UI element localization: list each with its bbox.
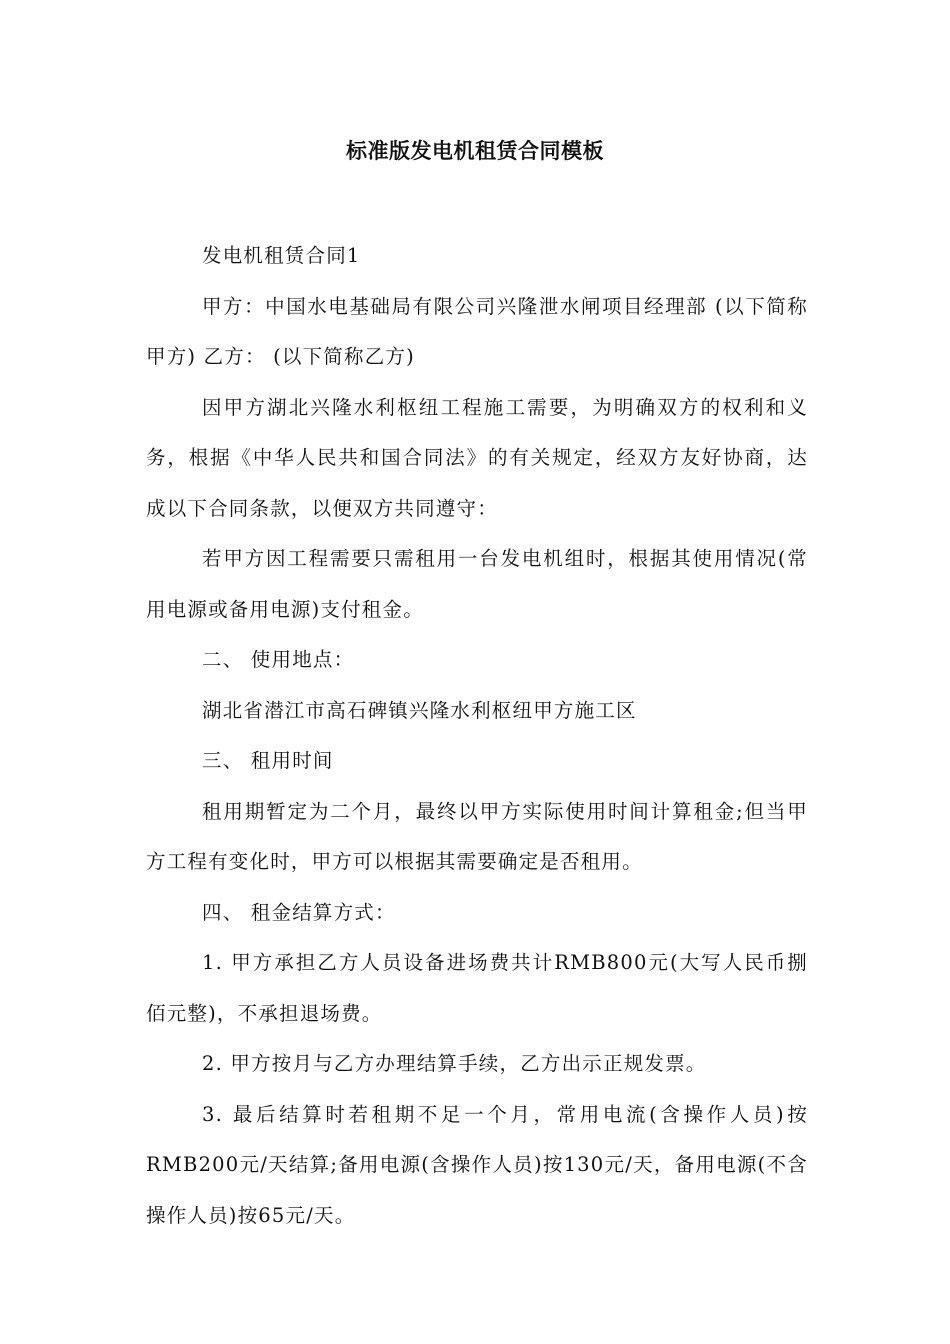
- rental-condition-paragraph: 若甲方因工程需要只需租用一台发电机组时，根据其使用情况(常用电源或备用电源)支付租金。: [146, 547, 808, 621]
- settlement-item-3: 3. 最后结算时若租期不足一个月，常用电流(含操作人员)按RMB200元/天结算;备用电源(含操作人员)按130元/天，备用电源(不含操作人员)按65元/天。: [146, 1102, 808, 1227]
- location-paragraph: 湖北省潜江市高石碑镇兴隆水利枢纽甲方施工区: [202, 698, 637, 722]
- document-body: [146, 231, 808, 1241]
- section-heading-period: 三、 租用时间: [202, 749, 334, 772]
- section-heading-location: 二、 使用地点：: [202, 648, 355, 671]
- document-title: 标准版发电机租赁合同模板: [346, 139, 604, 163]
- party-paragraph: 甲方：中国水电基础局有限公司兴隆泄水闸项目经理部 (以下简称甲方) 乙方： (以下简称乙方): [146, 294, 808, 368]
- settlement-item-2: 2. 甲方按月与乙方办理结算手续，乙方出示正规发票。: [202, 1052, 707, 1075]
- period-paragraph: 租用期暂定为二个月，最终以甲方实际使用时间计算租金;但当甲方工程有变化时，甲方可以根据其需要确定是否租用。: [146, 799, 808, 873]
- preamble-paragraph: 因甲方湖北兴隆水利枢纽工程施工需要，为明确双方的权利和义务，根据《中华人民共和国合同法》的有关规定，经双方友好协商，达成以下合同条款，以便双方共同遵守：: [146, 395, 808, 520]
- settlement-item-1: 1. 甲方承担乙方人员设备进场费共计RMB800元(大写人民币捌佰元整)，不承担退场费。: [146, 951, 808, 1025]
- contract-heading: 发电机租赁合同1: [202, 244, 361, 267]
- section-heading-settlement: 四、 租金结算方式：: [202, 900, 396, 924]
